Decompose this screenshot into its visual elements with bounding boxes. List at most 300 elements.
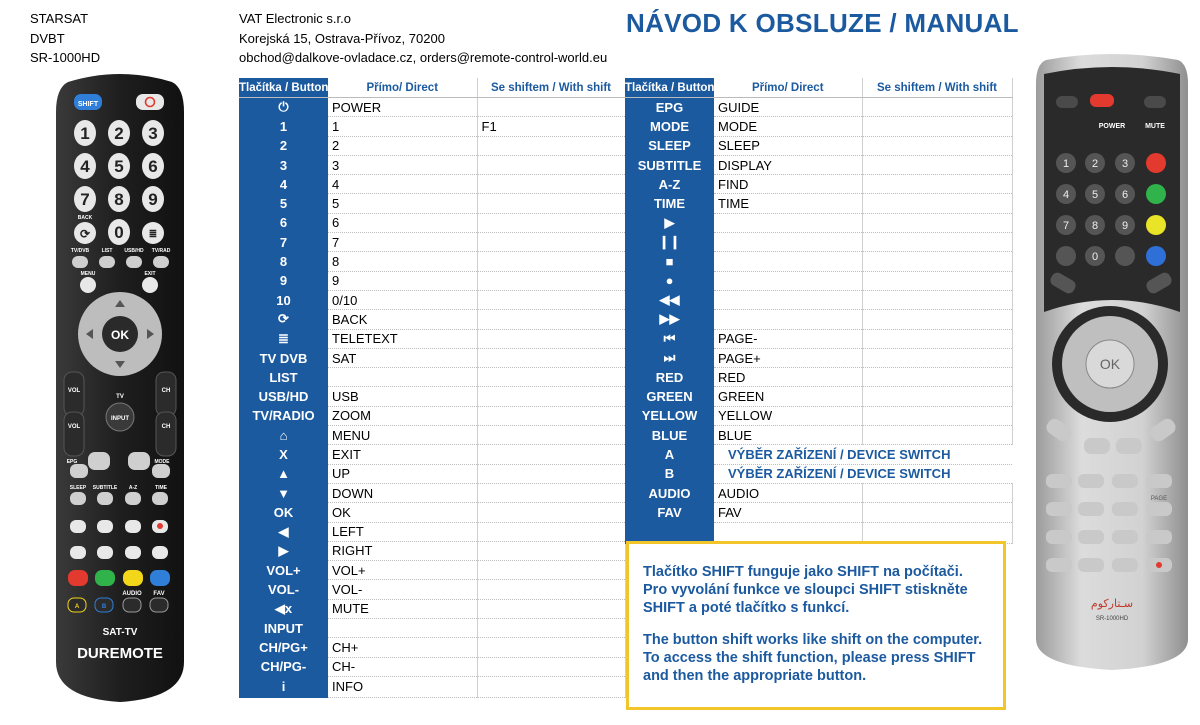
table-row	[239, 155, 625, 174]
shift-note-box	[626, 541, 1006, 710]
direct-cell: RED	[714, 368, 862, 387]
table-row	[625, 155, 1012, 174]
note-czech: Tlačítko SHIFT funguje jako SHIFT na počítači. Pro vyvolání funkce ve sloupci SHIFT stiskněte SHIFT a poté tlačítko s funkcí.	[643, 564, 968, 616]
svg-text:9: 9	[148, 190, 158, 209]
company-name: VAT Electronic s.r.o	[239, 11, 351, 26]
direct-cell: CH-	[328, 657, 477, 676]
company-emails: obchod@dalkove-ovladace.cz, orders@remote-control-world.eu	[239, 50, 608, 65]
svg-text:3: 3	[148, 124, 158, 143]
table-row	[625, 310, 1012, 329]
shift-cell	[862, 175, 1012, 194]
col-header-direct: Přímo/ Direct	[714, 78, 862, 98]
table-row	[239, 194, 625, 213]
menu-button	[80, 277, 96, 293]
direct-cell: FIND	[714, 175, 862, 194]
button-cell: YELLOW	[625, 406, 714, 425]
button-cell	[625, 522, 714, 543]
shift-cell	[477, 329, 625, 348]
button-cell: ⏮	[625, 329, 714, 348]
button-cell: TV DVB	[239, 348, 328, 367]
svg-text:EXIT: EXIT	[144, 271, 156, 277]
starsat-logo: سـتارکوم	[1090, 597, 1134, 610]
svg-text:7: 7	[1062, 220, 1070, 232]
shift-label: SHIFT	[77, 101, 99, 108]
button-cell: A-Z	[625, 175, 714, 194]
button-cell: 4	[239, 175, 328, 194]
table-row	[625, 271, 1012, 290]
page-label: PAGE	[1150, 496, 1168, 502]
svg-text:A-Z: A-Z	[128, 485, 138, 491]
button-cell: 3	[239, 155, 328, 174]
svg-text:2: 2	[1091, 158, 1099, 170]
brand-text: STARSAT	[30, 11, 89, 26]
table-row	[239, 348, 625, 367]
shift-cell	[477, 155, 625, 174]
table-row	[239, 561, 625, 580]
direct-cell	[714, 522, 862, 543]
button-cell: SLEEP	[625, 136, 714, 155]
table-row	[625, 136, 1012, 155]
shift-cell	[477, 348, 625, 367]
device-switch-cell: VÝBĚR ZAŘÍZENÍ / DEVICE SWITCH	[714, 445, 1012, 464]
button-cell: ◀◀	[625, 290, 714, 309]
shift-cell	[862, 252, 1012, 271]
direct-cell: GREEN	[714, 387, 862, 406]
col-header-direct: Přímo/ Direct	[328, 78, 477, 98]
table-row	[239, 310, 625, 329]
button-cell: ▲	[239, 464, 328, 483]
svg-text:1: 1	[1062, 158, 1070, 170]
direct-cell: 0/10	[328, 290, 477, 309]
svg-text:5: 5	[114, 157, 124, 176]
button-cell: RED	[625, 368, 714, 387]
button-cell: CH/PG-	[239, 657, 328, 676]
svg-text:MODE: MODE	[154, 459, 170, 465]
button-cell: TV/RADIO	[239, 406, 328, 425]
table-row	[625, 522, 1012, 543]
table-row	[625, 175, 1012, 194]
type-text: DVBT	[30, 30, 65, 46]
power-label: POWER	[1098, 123, 1126, 130]
direct-cell: LEFT	[328, 522, 477, 541]
shift-cell	[477, 464, 625, 483]
table-row	[239, 329, 625, 348]
direct-cell: YELLOW	[714, 406, 862, 425]
button-cell: BLUE	[625, 426, 714, 445]
table-row	[239, 445, 625, 464]
shift-cell	[477, 426, 625, 445]
shift-cell	[477, 175, 625, 194]
shift-cell	[477, 619, 625, 638]
svg-text:TV/DVB: TV/DVB	[70, 248, 90, 254]
shift-cell	[477, 213, 625, 232]
svg-text:EPG: EPG	[66, 459, 78, 465]
table-row	[625, 329, 1012, 348]
direct-cell	[714, 271, 862, 290]
table-row	[239, 541, 625, 560]
shift-cell	[862, 233, 1012, 252]
table-header-row	[239, 78, 625, 98]
svg-text:4: 4	[1062, 189, 1070, 201]
col-header-shift: Se shiftem / With shift	[862, 78, 1012, 98]
button-cell: USB/HD	[239, 387, 328, 406]
company-address: Korejská 15, Ostrava-Přívoz, 70200	[239, 30, 445, 46]
button-cell: 6	[239, 213, 328, 232]
direct-cell: DOWN	[328, 483, 477, 502]
svg-text:SLEEP: SLEEP	[69, 485, 87, 491]
direct-cell: TIME	[714, 194, 862, 213]
shift-cell	[477, 136, 625, 155]
table-row	[239, 406, 625, 425]
table-row	[239, 98, 625, 117]
direct-cell	[714, 213, 862, 232]
table-row	[625, 194, 1012, 213]
header-left	[30, 9, 100, 68]
model-text: SR-1000HD	[30, 50, 101, 65]
svg-text:8: 8	[114, 190, 124, 209]
shift-cell	[477, 599, 625, 618]
direct-cell	[714, 310, 862, 329]
direct-cell: CH+	[328, 638, 477, 657]
mute-label: MUTE	[1145, 123, 1165, 130]
svg-text:TIME: TIME	[155, 485, 167, 491]
back-label: BACK	[77, 215, 93, 221]
table-header-row	[625, 78, 1012, 98]
button-cell: SUBTITLE	[625, 155, 714, 174]
svg-text:8: 8	[1091, 220, 1099, 232]
shift-cell	[477, 561, 625, 580]
table-row	[239, 599, 625, 618]
header-company	[239, 9, 607, 68]
shift-cell	[862, 483, 1012, 502]
shift-cell	[862, 368, 1012, 387]
shift-cell	[477, 310, 625, 329]
sat-tv-label: SAT-TV	[102, 627, 138, 638]
direct-cell: 4	[328, 175, 477, 194]
direct-cell: GUIDE	[714, 98, 862, 117]
button-cell: ⟳	[239, 310, 328, 329]
mute-button	[1144, 96, 1166, 108]
table-row	[239, 175, 625, 194]
button-cell: 10	[239, 290, 328, 309]
shift-cell	[477, 522, 625, 541]
shift-cell	[862, 155, 1012, 174]
note-english: The button shift works like shift on the computer. To access the shift function, please press SHIFT and then the appropriate button.	[643, 632, 983, 684]
ok-label: OK	[111, 328, 129, 342]
button-cell: AUDIO	[625, 483, 714, 502]
duremote-logo: DUREMOTE	[77, 645, 163, 662]
page-title: NÁVOD K OBSLUZE / MANUAL	[626, 8, 1019, 38]
svg-text:≣: ≣	[148, 229, 158, 240]
exit-button	[142, 277, 158, 293]
direct-cell: UP	[328, 464, 477, 483]
record-icon	[1156, 562, 1162, 568]
button-cell: 7	[239, 233, 328, 252]
svg-text:0: 0	[1091, 251, 1099, 263]
direct-cell: INFO	[328, 676, 477, 697]
button-cell: INPUT	[239, 619, 328, 638]
button-cell: 8	[239, 252, 328, 271]
shift-cell	[477, 252, 625, 271]
direct-cell: TELETEXT	[328, 329, 477, 348]
shift-cell	[862, 117, 1012, 136]
table-row	[239, 213, 625, 232]
table-row	[625, 464, 1012, 483]
vol-rocker-top	[64, 372, 84, 416]
table-row	[625, 503, 1012, 522]
direct-cell: MENU	[328, 426, 477, 445]
direct-cell: 5	[328, 194, 477, 213]
svg-text:SUBTITLE: SUBTITLE	[92, 485, 118, 491]
button-cell: ⏭	[625, 348, 714, 367]
direct-cell: USB	[328, 387, 477, 406]
button-cell: ⏻	[239, 98, 328, 117]
direct-cell: BACK	[328, 310, 477, 329]
button-cell: ❙❙	[625, 233, 714, 252]
table-row	[239, 271, 625, 290]
tv-button	[1056, 96, 1078, 108]
col-header-button: Tlačítka / Button	[239, 78, 328, 98]
shift-cell	[862, 194, 1012, 213]
shift-cell	[477, 676, 625, 697]
table-row	[239, 368, 625, 387]
svg-text:9: 9	[1121, 220, 1129, 232]
shift-cell	[477, 194, 625, 213]
direct-cell: AUDIO	[714, 483, 862, 502]
shift-cell	[477, 445, 625, 464]
svg-text:FAV: FAV	[153, 591, 165, 597]
svg-text:5: 5	[1091, 189, 1099, 201]
button-cell: X	[239, 445, 328, 464]
direct-cell: SLEEP	[714, 136, 862, 155]
shift-cell	[477, 503, 625, 522]
shift-cell	[862, 406, 1012, 425]
direct-cell: DISPLAY	[714, 155, 862, 174]
button-cell: ▼	[239, 483, 328, 502]
shift-cell	[862, 310, 1012, 329]
svg-text:VOL: VOL	[67, 388, 81, 394]
direct-cell	[328, 619, 477, 638]
direct-cell: EXIT	[328, 445, 477, 464]
button-cell: 9	[239, 271, 328, 290]
shift-cell	[862, 503, 1012, 522]
model-label: SR-1000HD	[1095, 616, 1129, 622]
remote-image-left	[50, 72, 190, 704]
svg-text:⟳: ⟳	[79, 227, 91, 241]
shift-cell	[862, 426, 1012, 445]
table-row	[239, 580, 625, 599]
direct-cell: 8	[328, 252, 477, 271]
button-cell: 1	[239, 117, 328, 136]
power-button	[136, 94, 164, 110]
button-cell: TIME	[625, 194, 714, 213]
shift-cell	[477, 98, 625, 117]
button-cell: 5	[239, 194, 328, 213]
direct-cell: MODE	[714, 117, 862, 136]
button-cell: VOL+	[239, 561, 328, 580]
direct-cell: 9	[328, 271, 477, 290]
svg-text:TV/RAD: TV/RAD	[151, 248, 171, 254]
table-row	[625, 368, 1012, 387]
direct-cell: SAT	[328, 348, 477, 367]
device-switch-cell: VÝBĚR ZAŘÍZENÍ / DEVICE SWITCH	[714, 464, 1012, 483]
shift-cell	[862, 98, 1012, 117]
col-header-shift: Se shiftem / With shift	[477, 78, 625, 98]
direct-cell: MUTE	[328, 599, 477, 618]
ch-rocker-bottom	[156, 412, 176, 456]
direct-cell: VOL+	[328, 561, 477, 580]
table-row	[239, 387, 625, 406]
button-cell: i	[239, 676, 328, 697]
button-cell: FAV	[625, 503, 714, 522]
table-row	[239, 233, 625, 252]
table-row	[239, 136, 625, 155]
button-cell: ▶	[239, 541, 328, 560]
svg-text:LIST: LIST	[101, 248, 113, 254]
table-row	[239, 676, 625, 697]
shift-cell	[862, 348, 1012, 367]
direct-cell: BLUE	[714, 426, 862, 445]
power-button	[1090, 94, 1114, 107]
button-cell: ▶	[625, 213, 714, 232]
table-row	[625, 290, 1012, 309]
svg-text:TV: TV	[116, 394, 124, 400]
shift-cell	[477, 638, 625, 657]
shift-cell	[862, 329, 1012, 348]
shift-cell	[477, 657, 625, 676]
table-row	[239, 503, 625, 522]
shift-cell	[862, 387, 1012, 406]
direct-cell: 2	[328, 136, 477, 155]
svg-text:6: 6	[148, 157, 158, 176]
shift-cell	[862, 271, 1012, 290]
button-cell: MODE	[625, 117, 714, 136]
svg-text:6: 6	[1121, 189, 1129, 201]
button-cell: ■	[625, 252, 714, 271]
svg-text:MENU: MENU	[80, 271, 96, 277]
svg-text:7: 7	[80, 190, 90, 209]
table-row	[239, 638, 625, 657]
svg-text:1: 1	[80, 124, 90, 143]
svg-text:CH: CH	[161, 424, 171, 430]
svg-text:4: 4	[80, 157, 90, 176]
direct-cell: RIGHT	[328, 541, 477, 560]
button-cell: B	[625, 464, 714, 483]
table-row	[239, 522, 625, 541]
direct-cell: 6	[328, 213, 477, 232]
table-row	[625, 406, 1012, 425]
button-cell: LIST	[239, 368, 328, 387]
table-row	[625, 348, 1012, 367]
direct-cell: OK	[328, 503, 477, 522]
button-cell: GREEN	[625, 387, 714, 406]
table-row	[625, 426, 1012, 445]
svg-text:0: 0	[114, 223, 124, 242]
direct-cell: 1	[328, 117, 477, 136]
table-row	[239, 657, 625, 676]
shift-cell	[477, 233, 625, 252]
shift-cell	[862, 136, 1012, 155]
direct-cell: VOL-	[328, 580, 477, 599]
table-row	[625, 233, 1012, 252]
button-cell: OK	[239, 503, 328, 522]
direct-cell: PAGE-	[714, 329, 862, 348]
svg-text:CH: CH	[161, 388, 171, 394]
direct-cell: PAGE+	[714, 348, 862, 367]
table-row	[625, 445, 1012, 464]
direct-cell	[714, 233, 862, 252]
shift-cell	[862, 290, 1012, 309]
button-table-right	[625, 78, 1013, 544]
shift-cell: F1	[477, 117, 625, 136]
table-row	[625, 483, 1012, 502]
direct-cell	[328, 368, 477, 387]
button-cell: ▶▶	[625, 310, 714, 329]
ok-label: OK	[1099, 356, 1121, 372]
svg-text:3: 3	[1121, 158, 1129, 170]
table-row	[239, 483, 625, 502]
shift-cell	[477, 387, 625, 406]
button-cell: ⌂	[239, 426, 328, 445]
button-cell: ≣	[239, 329, 328, 348]
table-row	[239, 619, 625, 638]
direct-cell: ZOOM	[328, 406, 477, 425]
direct-cell: FAV	[714, 503, 862, 522]
direct-cell: POWER	[328, 98, 477, 117]
svg-text:VOL: VOL	[67, 424, 81, 430]
direct-cell	[714, 290, 862, 309]
svg-text:AUDIO: AUDIO	[122, 591, 142, 597]
remote-image-right	[1032, 54, 1192, 674]
button-cell: ◀	[239, 522, 328, 541]
button-cell: EPG	[625, 98, 714, 117]
direct-cell	[714, 252, 862, 271]
table-row	[239, 252, 625, 271]
svg-text:USB/HD: USB/HD	[124, 248, 144, 254]
button-cell: ◀x	[239, 599, 328, 618]
table-row	[625, 98, 1012, 117]
shift-cell	[477, 580, 625, 599]
table-row	[625, 117, 1012, 136]
table-row	[625, 213, 1012, 232]
shift-cell	[477, 541, 625, 560]
svg-text:2: 2	[114, 124, 124, 143]
shift-cell	[477, 483, 625, 502]
svg-text:INPUT: INPUT	[111, 416, 129, 422]
shift-cell	[862, 522, 1012, 543]
direct-cell: 3	[328, 155, 477, 174]
record-icon	[157, 523, 163, 529]
direct-cell: 7	[328, 233, 477, 252]
shift-cell	[862, 213, 1012, 232]
ch-rocker-top	[156, 372, 176, 416]
button-table-left	[239, 78, 626, 698]
button-cell: CH/PG+	[239, 638, 328, 657]
table-row	[625, 387, 1012, 406]
button-cell: 2	[239, 136, 328, 155]
button-cell: ●	[625, 271, 714, 290]
shift-cell	[477, 290, 625, 309]
shift-cell	[477, 406, 625, 425]
col-header-button: Tlačítka / Button	[625, 78, 714, 98]
table-row	[239, 290, 625, 309]
button-cell: VOL-	[239, 580, 328, 599]
svg-text:A: A	[74, 604, 80, 610]
table-row	[239, 426, 625, 445]
table-row	[239, 464, 625, 483]
table-row	[239, 117, 625, 136]
button-cell: A	[625, 445, 714, 464]
